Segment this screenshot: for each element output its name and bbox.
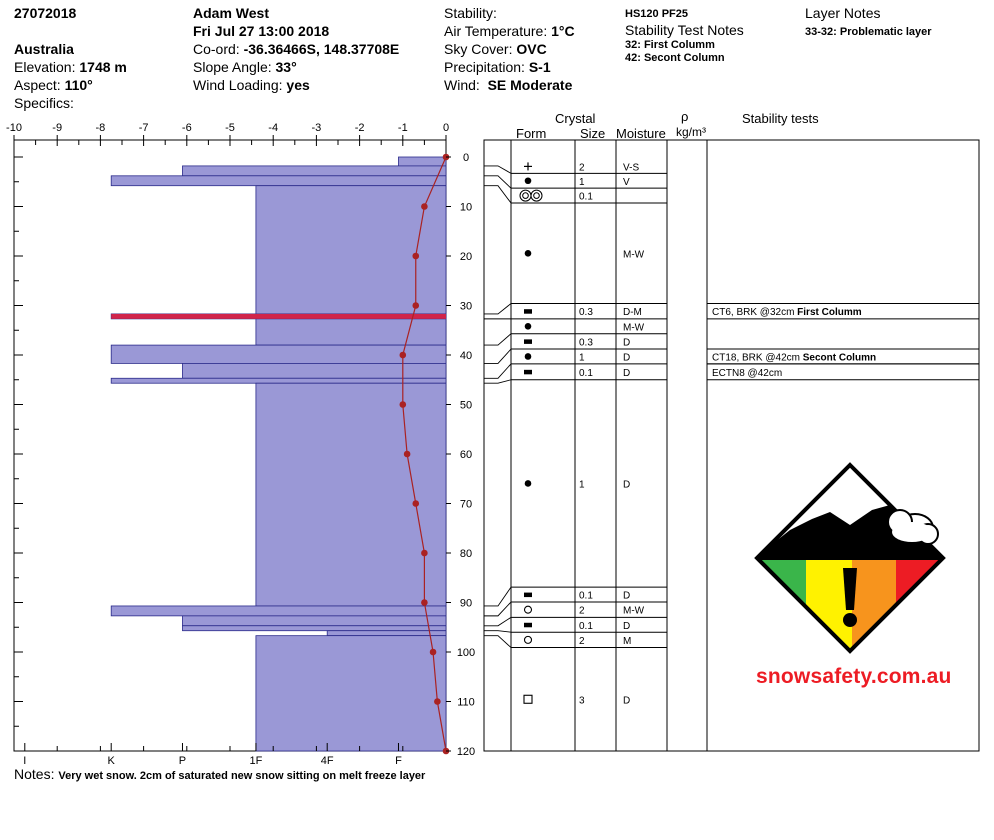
form-header: Form: [516, 126, 547, 141]
stability-test-note: First Columm: [797, 307, 862, 319]
coord-label: Co-ord:: [193, 41, 240, 57]
dash-shape: [524, 623, 532, 628]
air-temp-label: Air Temperature:: [444, 23, 548, 39]
layer-size: 1: [579, 479, 585, 491]
ring-inner: [534, 193, 540, 199]
sky-value: OVC: [516, 41, 547, 57]
layer-size: 0.3: [579, 337, 593, 349]
dot-shape: [525, 353, 532, 360]
wind-loading-label: Wind Loading:: [193, 77, 283, 93]
hardness-bar: [182, 616, 446, 626]
profile-date: 27072018: [14, 5, 77, 21]
temperature-point: [421, 550, 428, 557]
layer-moisture: V-S: [623, 162, 640, 174]
dot-form-icon: [525, 353, 532, 360]
observation-datetime: Fri Jul 27 13:00 2018: [193, 23, 330, 39]
temperature-point: [434, 698, 441, 705]
hardness-tick-label: K: [107, 755, 115, 767]
temp-tick-label: -8: [95, 122, 106, 134]
dot-shape: [525, 250, 532, 257]
density-unit: kg/m³: [676, 125, 706, 139]
dash-form-icon: [524, 593, 532, 598]
hardness-bar: [327, 631, 446, 636]
circle-shape: [525, 636, 532, 643]
hardness-bar: [111, 345, 446, 363]
layer-moisture: D: [623, 352, 631, 364]
layer-moisture: D: [623, 620, 631, 632]
temp-tick-label: -6: [181, 122, 192, 134]
dash-form-icon: [524, 339, 532, 344]
stability-label: Stability:: [444, 5, 497, 21]
density-symbol: ρ: [681, 109, 689, 124]
stability-test-note: Secont Column: [802, 352, 877, 364]
location: Australia: [14, 41, 74, 57]
temperature-point: [421, 203, 428, 210]
dot-form-icon: [525, 480, 532, 487]
stability-note-2: 42: Secont Column: [625, 52, 725, 64]
ring-outer: [531, 190, 542, 201]
temp-tick-label: 0: [442, 122, 450, 134]
hardness-bar: [111, 606, 446, 616]
slope-label: Slope Angle:: [193, 59, 272, 75]
layer-connector: [484, 166, 511, 173]
depth-tick-label: 20: [459, 251, 473, 263]
layer-connector: [484, 631, 511, 632]
circle-form-icon: [525, 636, 532, 643]
layer-moisture: M: [623, 635, 632, 647]
layer-moisture: D: [623, 590, 631, 602]
depth-tick-label: 40: [459, 350, 473, 362]
dash-shape: [524, 370, 532, 375]
layer-moisture: D-M: [623, 307, 642, 319]
notes: [14, 766, 425, 785]
temp-tick-label: -9: [52, 122, 63, 134]
layer-moisture: M-W: [623, 249, 645, 261]
logo-text: snowsafety.com.au: [756, 665, 952, 688]
observer-name: Adam West: [193, 5, 269, 21]
layer-size: 2: [579, 635, 585, 647]
hardness-bar: [256, 186, 446, 314]
depth-tick-label: 90: [459, 597, 473, 610]
circle-form-icon: [525, 606, 532, 613]
dash-shape: [524, 339, 532, 344]
wind-label: Wind:: [444, 77, 480, 93]
wind-loading-value: yes: [286, 77, 310, 93]
specifics-label: Specifics:: [14, 95, 74, 111]
table-frame: [484, 140, 979, 751]
dot-shape: [525, 323, 532, 330]
layer-moisture: V: [623, 176, 630, 188]
temperature-point: [400, 352, 407, 359]
ring-inner: [523, 193, 529, 199]
layer-size: 0.1: [579, 191, 593, 203]
depth-tick-label: 100: [456, 647, 476, 659]
depth-tick-label: 50: [459, 399, 473, 412]
layer-size: 0.1: [579, 620, 593, 632]
layer-note-1: 33-32: Problematic layer: [805, 26, 932, 38]
depth-tick-label: 80: [459, 548, 473, 560]
hardness-tick-label: 1F: [249, 755, 263, 767]
depth-tick-label: 0: [462, 152, 470, 164]
layer-connector: [484, 349, 511, 363]
depth-tick-label: 60: [459, 449, 473, 461]
notes-text: Very wet snow. 2cm of saturated new snow sitting on melt freeze layer: [58, 770, 426, 782]
air-temp-value: 1°C: [551, 23, 575, 39]
layer-moisture: M-W: [623, 322, 645, 334]
sky-label: Sky Cover:: [444, 41, 513, 57]
hardness-bar: [111, 176, 446, 186]
layer-connector: [484, 186, 511, 203]
depth-tick-label: 10: [459, 201, 473, 214]
stability-notes-title: Stability Test Notes: [625, 22, 744, 38]
layer-connector: [484, 304, 511, 314]
layer-connector: [484, 587, 511, 606]
hardness-bar: [256, 319, 446, 345]
aspect-label: Aspect:: [14, 77, 61, 93]
layer-notes-title: Layer Notes: [805, 5, 881, 21]
dash-form-icon: [524, 370, 532, 375]
temperature-point: [421, 599, 428, 606]
precip-value: S-1: [528, 59, 551, 75]
ring-outer: [520, 190, 531, 201]
circle-shape: [525, 606, 532, 613]
hardness-bar: [256, 636, 446, 751]
size-header: Size: [580, 126, 606, 141]
layer-connector: [484, 617, 511, 625]
dash-form-icon: [524, 309, 532, 314]
depth-tick-label: 110: [457, 696, 475, 709]
hardness-tick-label: P: [178, 755, 187, 767]
hardness-bar: [182, 363, 446, 378]
dot-form-icon: [525, 177, 532, 184]
crystal-header: Crystal: [555, 111, 596, 126]
layer-size: 0.3: [579, 307, 593, 319]
precip-label: Precipitation:: [444, 59, 525, 75]
stability-tests-header: Stability tests: [742, 111, 819, 126]
stability-note-1: 32: First Columm: [625, 39, 715, 51]
wind-value: SE Moderate: [487, 77, 573, 93]
stability-test-result: ECTN8 @42cm: [712, 367, 783, 379]
hardness-bar: [182, 626, 446, 631]
temp-tick-label: -10: [6, 122, 22, 134]
dot-form-icon: [525, 323, 532, 330]
stability-test-result: CT18, BRK @42cm Secont Column: [712, 352, 877, 364]
aspect-value: 110°: [64, 77, 93, 93]
depth-tick-label: 70: [459, 498, 473, 511]
plus-form-icon: [524, 162, 532, 170]
hardness-bar: [111, 378, 446, 383]
moisture-header: Moisture: [616, 126, 666, 141]
temperature-point: [412, 253, 419, 260]
temp-tick-label: -3: [311, 122, 322, 134]
square-shape: [524, 695, 532, 703]
layer-moisture: M-W: [623, 605, 645, 617]
temp-tick-label: -5: [225, 122, 235, 134]
layer-connector: [484, 636, 511, 648]
dot-shape: [525, 177, 532, 184]
layer-connector: [484, 602, 511, 616]
layer-connector: [484, 334, 511, 345]
layer-table: [484, 140, 979, 751]
temperature-point: [412, 302, 419, 309]
layer-connector: [484, 380, 511, 383]
depth-tick-label: 30: [459, 300, 473, 313]
layer-moisture: D: [623, 367, 631, 379]
temp-tick-label: -7: [138, 122, 149, 134]
temp-tick-label: -2: [354, 122, 365, 134]
hardness-bar: [256, 383, 446, 606]
hardness-tick-label: F: [395, 755, 402, 767]
temp-tick-label: -1: [397, 122, 408, 134]
hs-pf: HS120 PF25: [625, 8, 688, 20]
dash-shape: [524, 593, 532, 598]
dash-shape: [524, 309, 532, 314]
layer-moisture: D: [623, 695, 631, 707]
layer-size: 0.1: [579, 367, 593, 379]
slope-value: 33°: [275, 59, 297, 75]
temp-tick-label: -4: [268, 122, 279, 134]
temperature-point: [400, 401, 407, 408]
layer-size: 0.1: [579, 590, 593, 602]
double-circle-form-icon: [520, 190, 542, 201]
dot-form-icon: [525, 250, 532, 257]
temperature-point: [404, 451, 411, 458]
layer-moisture: D: [623, 479, 631, 491]
problem-layer-band: [111, 314, 446, 319]
layer-moisture: D: [623, 337, 631, 349]
notes-label: Notes:: [14, 766, 55, 782]
layer-connector: [484, 364, 511, 378]
square-form-icon: [524, 695, 532, 703]
layer-size: 3: [579, 695, 585, 707]
elevation-value: 1748 m: [79, 59, 127, 75]
coord-value: -36.36466S, 148.37708E: [243, 41, 400, 57]
dot-shape: [525, 480, 532, 487]
dash-form-icon: [524, 623, 532, 628]
hardness-tick-label: I: [23, 755, 27, 767]
depth-tick-label: 120: [456, 746, 476, 758]
layer-connector: [484, 176, 511, 188]
elevation-label: Elevation:: [14, 59, 76, 75]
hardness-bar: [182, 166, 446, 176]
layer-size: 2: [579, 162, 585, 174]
layer-size: 1: [579, 352, 585, 364]
layer-size: 1: [579, 176, 585, 188]
hardness-tick-label: 4F: [320, 755, 334, 767]
temperature-point: [412, 500, 419, 507]
hardness-bar: [398, 157, 446, 166]
layer-size: 2: [579, 605, 585, 617]
stability-test-result: CT6, BRK @32cm First Columm: [712, 307, 862, 319]
temperature-point: [430, 649, 437, 656]
